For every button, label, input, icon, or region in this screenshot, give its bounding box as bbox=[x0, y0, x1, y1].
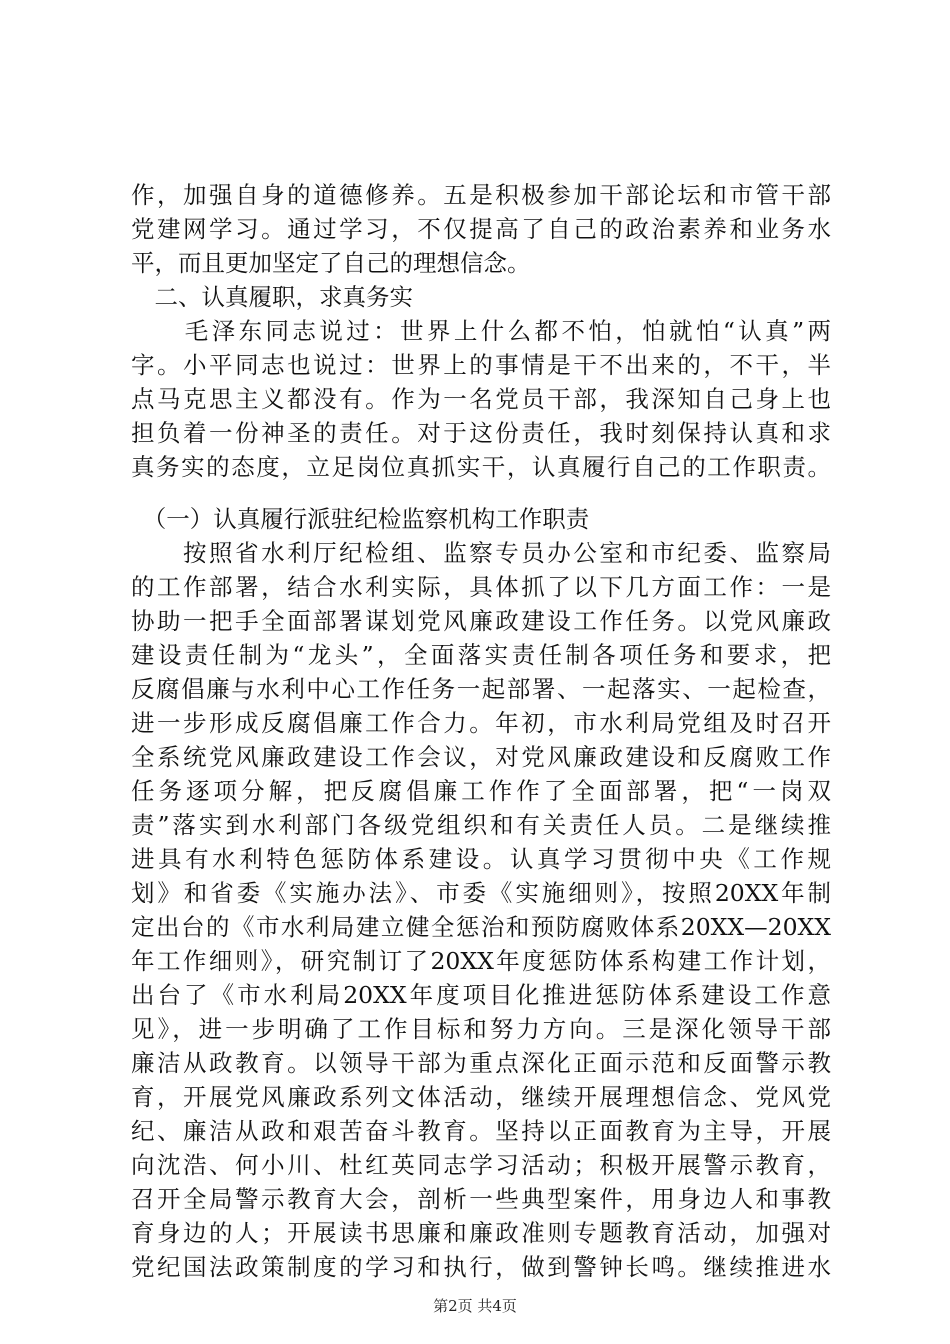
text-line: 育，开展党风廉政系列文体活动，继续开展理想信念、党风党 bbox=[131, 1083, 831, 1111]
text-line: 召开全局警示教育大会，剖析一些典型案件，用身边人和事教 bbox=[131, 1185, 831, 1213]
page-number-footer: 第2页 共4页 bbox=[433, 1297, 517, 1315]
text-line: 责”落实到水利部门各级党组织和有关责任人员。二是继续推 bbox=[131, 811, 831, 839]
text-line: 党纪国法政策制度的学习和执行，做到警钟长鸣。继续推进水 bbox=[131, 1253, 831, 1281]
text-line: 纪、廉洁从政和艰苦奋斗教育。坚持以正面教育为主导，开展 bbox=[131, 1117, 831, 1145]
text-line: 字。小平同志也说过：世界上的事情是干不出来的，不干，半 bbox=[131, 351, 831, 379]
subsection-heading: （一）认真履行派驻纪检监察机构工作职责 bbox=[131, 505, 590, 533]
text-line: 进一步形成反腐倡廉工作合力。年初，市水利局党组及时召开 bbox=[131, 709, 831, 737]
text-line: 廉洁从政教育。以领导干部为重点深化正面示范和反面警示教 bbox=[131, 1049, 831, 1077]
text-line: 定出台的《市水利局建立健全惩治和预防腐败体系20XX—20XX bbox=[131, 913, 831, 941]
text-line: 担负着一份神圣的责任。对于这份责任，我时刻保持认真和求 bbox=[131, 419, 831, 447]
text-line: 年工作细则》，研究制订了20XX年度惩防体系构建工作计划， bbox=[131, 947, 831, 975]
text-line: 育身边的人；开展读书思廉和廉政准则专题教育活动，加强对 bbox=[131, 1219, 831, 1247]
text-line: 任务逐项分解，把反腐倡廉工作作了全面部署，把“一岗双 bbox=[131, 777, 831, 805]
text-line: 协助一把手全面部署谋划党风廉政建设工作任务。以党风廉政 bbox=[131, 607, 831, 635]
text-line: 作，加强自身的道德修养。五是积极参加干部论坛和市管干部 bbox=[131, 181, 831, 209]
text-line: 毛泽东同志说过：世界上什么都不怕，怕就怕“认真”两 bbox=[131, 317, 831, 345]
text-line: 见》，进一步明确了工作目标和努力方向。三是深化领导干部 bbox=[131, 1015, 831, 1043]
text-line: 真务实的态度，立足岗位真抓实干，认真履行自己的工作职责。 bbox=[131, 453, 831, 481]
text-line: 向沈浩、何小川、杜红英同志学习活动；积极开展警示教育， bbox=[131, 1151, 831, 1179]
text-line: 的工作部署，结合水利实际，具体抓了以下几方面工作：一是 bbox=[131, 573, 831, 601]
text-line: 全系统党风廉政建设工作会议，对党风廉政建设和反腐败工作 bbox=[131, 743, 831, 771]
text-line: 平，而且更加坚定了自己的理想信念。 bbox=[131, 249, 531, 277]
text-line: 按照省水利厅纪检组、监察专员办公室和市纪委、监察局 bbox=[131, 539, 831, 567]
text-line: 出台了《市水利局20XX年度项目化推进惩防体系建设工作意 bbox=[131, 981, 831, 1009]
section-heading: 二、认真履职，求真务实 bbox=[131, 283, 413, 311]
text-line: 建设责任制为“龙头”，全面落实责任制各项任务和要求，把 bbox=[131, 641, 831, 669]
text-line: 党建网学习。通过学习，不仅提高了自己的政治素养和业务水 bbox=[131, 215, 831, 243]
text-line: 反腐倡廉与水利中心工作任务一起部署、一起落实、一起检查， bbox=[131, 675, 831, 703]
text-line: 划》和省委《实施办法》、市委《实施细则》，按照20XX年制 bbox=[131, 879, 831, 907]
text-line: 点马克思主义都没有。作为一名党员干部，我深知自己身上也 bbox=[131, 385, 831, 413]
text-line: 进具有水利特色惩防体系建设。认真学习贯彻中央《工作规 bbox=[131, 845, 831, 873]
